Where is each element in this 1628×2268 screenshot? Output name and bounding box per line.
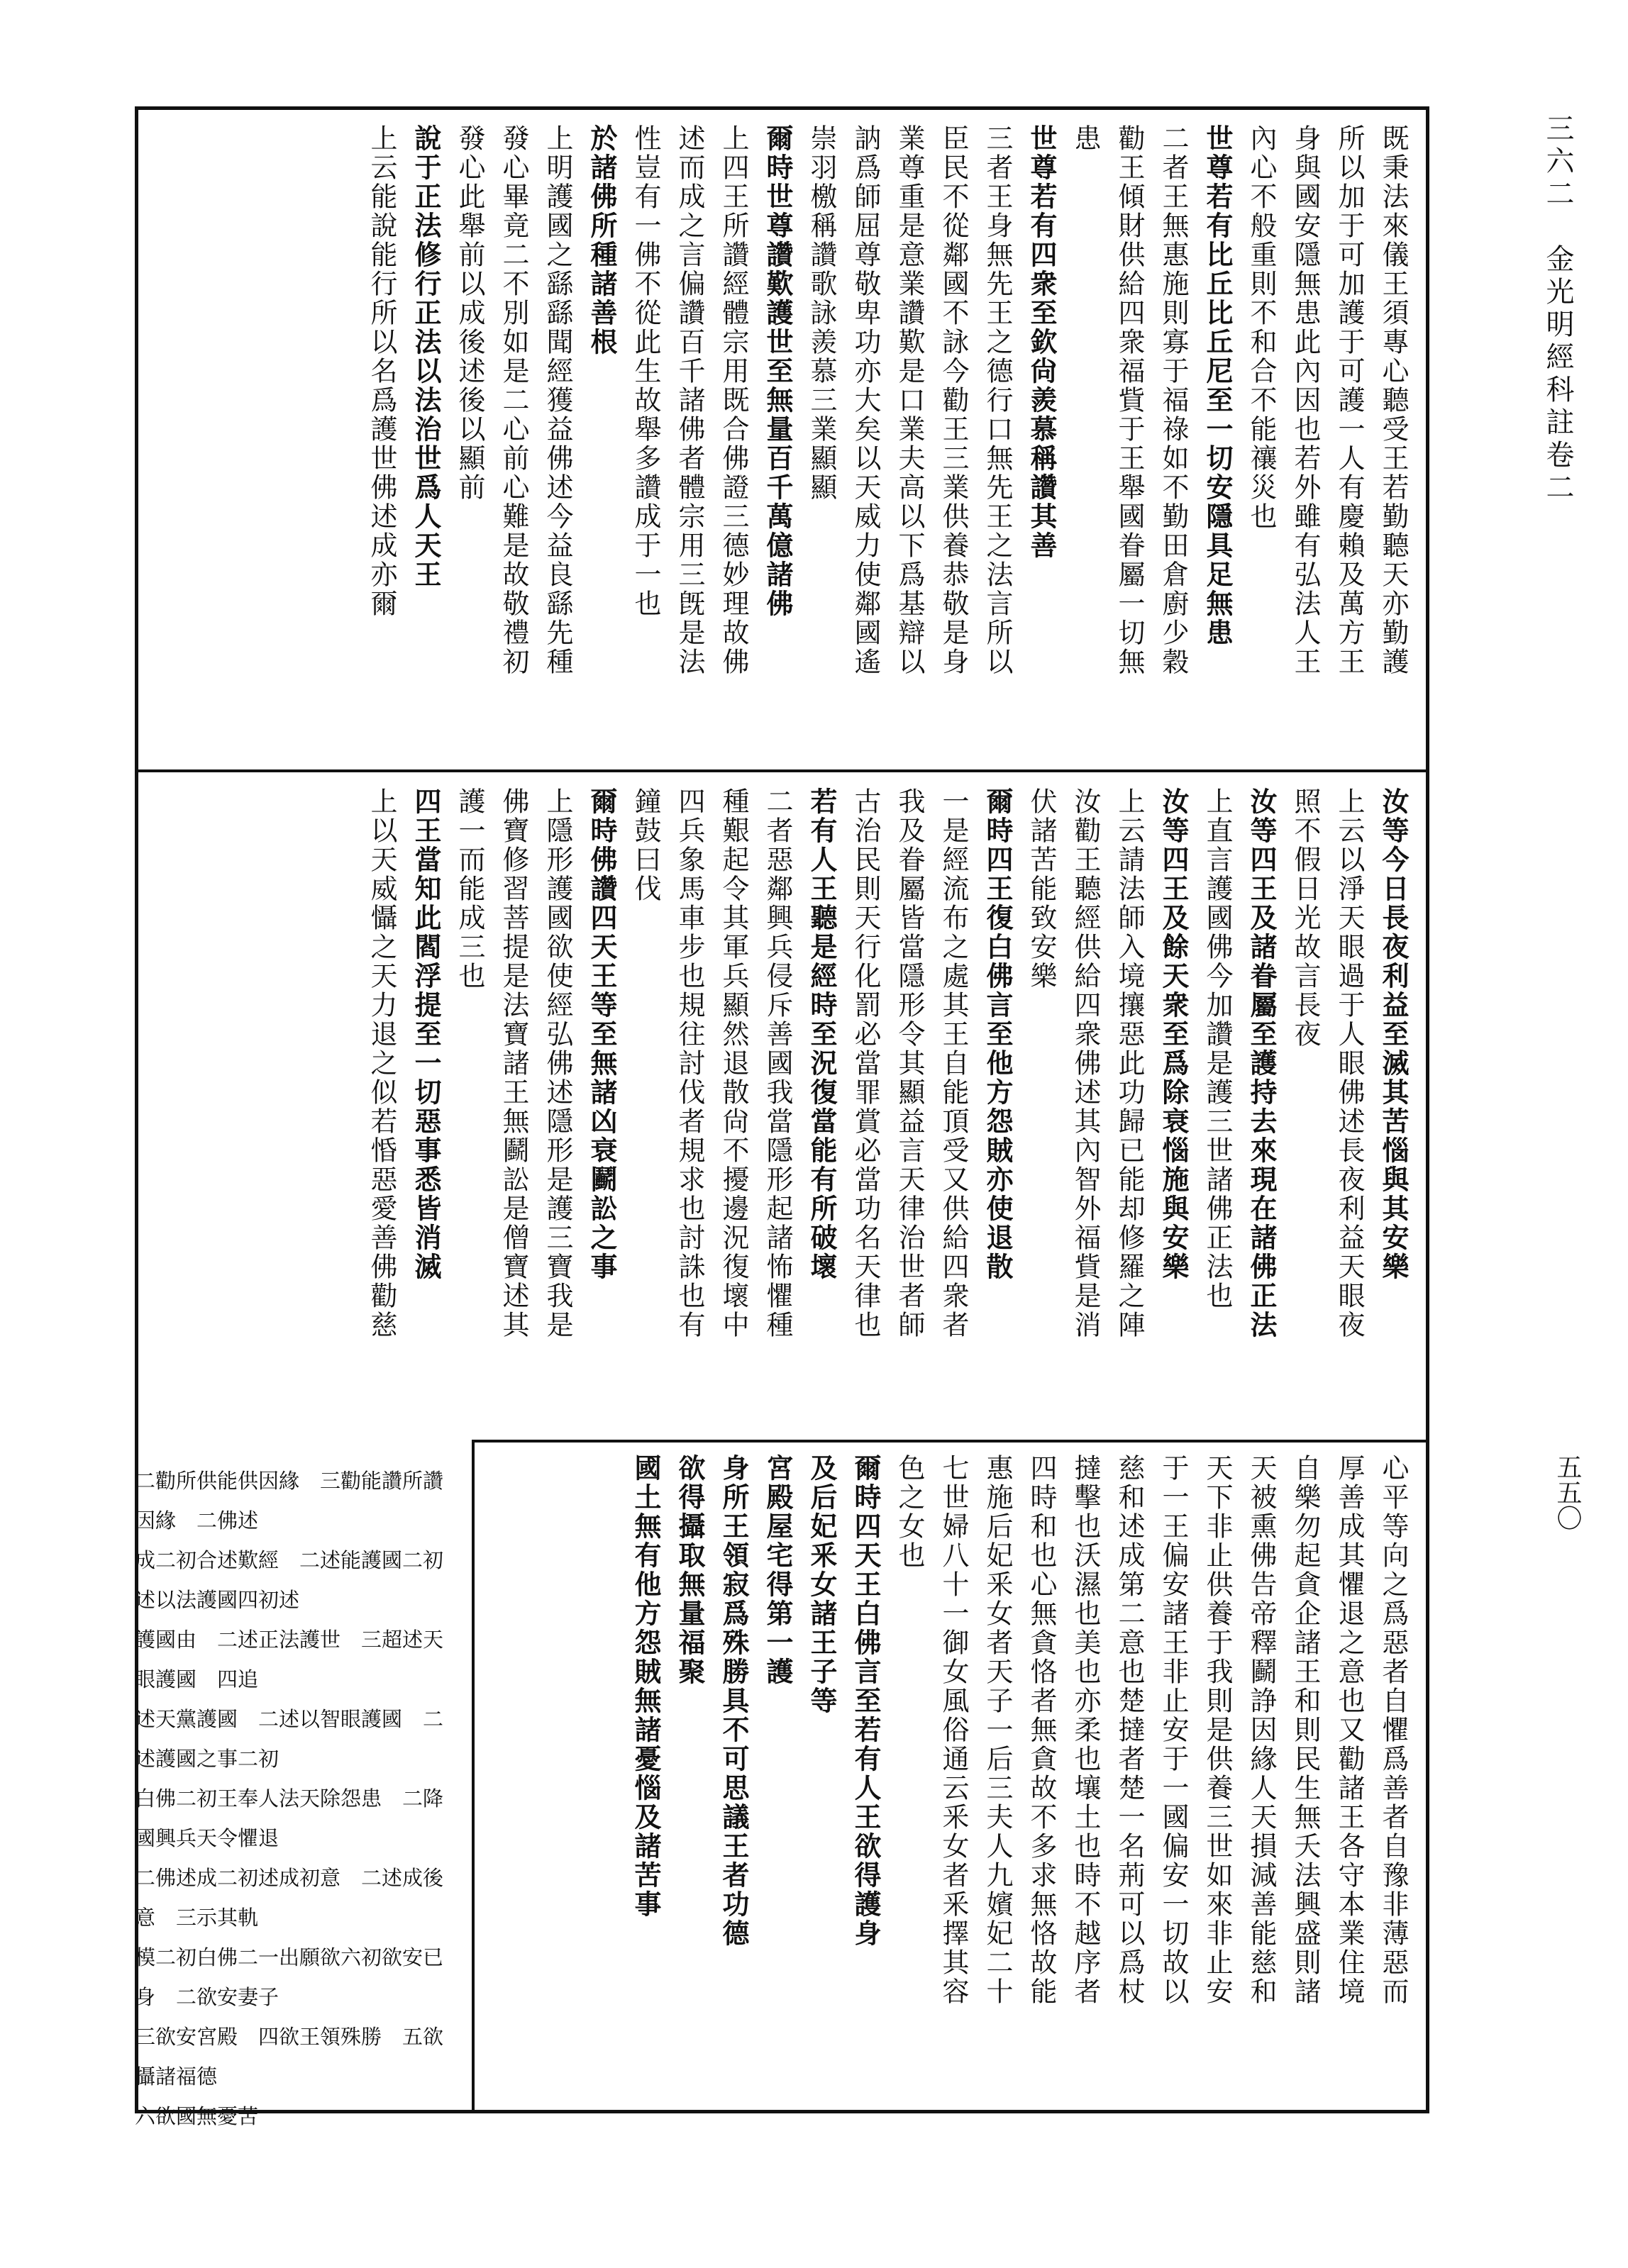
text-column: 述而成之言偏讚百千諸佛者體宗用三旣是法: [674, 124, 705, 677]
text-column: 上云以淨天眼過于人眼佛述長夜利益天眼夜: [1334, 787, 1365, 1340]
text-column: 三者王身無先王之德行口無先王之法言所以: [982, 124, 1013, 677]
text-column: 爾時佛讚四天王等至無諸凶衰鬬訟之事: [586, 787, 618, 1282]
text-column: 上云能說能行所以名爲護世佛述成亦爾: [366, 124, 397, 618]
outline-line: 白佛二初王奉人法天除怨患 二降國興兵天令懼退: [135, 1786, 444, 1850]
text-column: 種艱起令其軍兵顯然退散尙不擾邊況復壞中: [718, 787, 749, 1340]
text-column: 及后妃釆女諸王子等: [806, 1454, 838, 1716]
text-column: 崇羽檄稱讚歌詠羨慕三業顯顯: [806, 124, 837, 502]
text-column: 爾時世尊讚歎護世至無量百千萬億諸佛: [762, 124, 794, 618]
text-column: 汝等四王及諸眷屬至護持去來現在諸佛正法: [1246, 787, 1278, 1340]
text-column: 四兵象馬車步也規往討伐者規求也討誅也有: [674, 787, 705, 1340]
outline-line: 成二初合述歎經 二述能護國二初述以法護國四初述: [135, 1548, 444, 1612]
text-column: 患: [1070, 124, 1101, 153]
text-column: 世尊若有四衆至欽尙羨慕稱讚其善: [1026, 124, 1058, 560]
text-column: 護一而能成三也: [454, 787, 485, 991]
divider-upper: [135, 769, 1429, 772]
text-column: 撻擊也沃濕也美也亦柔也壤土也時不越序者: [1070, 1454, 1101, 2006]
text-column: 于一王偏安諸王非止安于一國偏安一切故以: [1158, 1454, 1189, 2006]
text-column: 宮殿屋宅得第一護: [762, 1454, 794, 1686]
text-column: 照不假日光故言長夜: [1290, 787, 1321, 1049]
outline-line: 三欲安宮殿 四欲王領殊勝 五欲攝諸福德: [135, 2025, 444, 2089]
text-column: 一是經流布之處其王自能頂受又供給四衆者: [938, 787, 969, 1340]
text-column: 爾時四天王白佛言至若有人王欲得護身: [850, 1454, 882, 1948]
text-column: 欲得攝取無量福聚: [674, 1454, 706, 1686]
outline-notes: [135, 1461, 461, 2136]
text-column: 惠施后妃釆女者天子一后三夫人九嬪妃二十: [982, 1454, 1013, 2006]
text-column: 佛寶修習菩提是法寶諸王無鬬訟是僧寶述其: [498, 787, 529, 1340]
text-column: 二者王無惠施則寡于福祿如不勤田倉廚少穀: [1158, 124, 1189, 677]
text-column: 世尊若有比丘比丘尼至一切安隱具足無患: [1202, 124, 1234, 647]
outline-line: 二佛述成二初述成初意 二述成後意 三示其軌: [135, 1866, 444, 1930]
text-column: 鐘鼓曰伐: [630, 787, 661, 904]
text-column: 於諸佛所種諸善根: [586, 124, 618, 357]
text-column: 天被熏佛告帝釋鬬諍因緣人天損減善能慈和: [1246, 1454, 1277, 2006]
running-head: 三六二 金光明經科註卷二: [1541, 113, 1574, 505]
text-column: 二者惡鄰興兵侵斥善國我當隱形起諸怖懼種: [762, 787, 793, 1340]
text-column: 七世婦八十一御女風俗通云釆女者釆擇其容: [938, 1454, 969, 2006]
text-column: 伏諸苦能致安樂: [1026, 787, 1057, 991]
lower-text-block: [624, 1454, 1415, 2099]
text-column: 汝勸王聽經供給四衆佛述其內智外福貲是消: [1070, 787, 1101, 1340]
text-column: 上以天威懾之天力退之似若惛惡愛善佛勸慈: [366, 787, 397, 1340]
text-column: 若有人王聽是經時至況復當能有所破壞: [806, 787, 838, 1282]
text-column: 所以加于可加護于可護一人有慶賴及萬方王: [1334, 124, 1365, 677]
text-column: 上云請法師入境攘惡此功歸已能却修羅之陣: [1114, 787, 1145, 1340]
text-column: 我及眷屬皆當隱形令其顯益言天律治世者師: [894, 787, 925, 1340]
text-column: 身與國安隱無患此內因也若外雖有弘法人王: [1290, 124, 1321, 677]
text-column: 身所王領寂爲殊勝具不可思議王者功德: [718, 1454, 750, 1948]
divider-notes: [472, 1440, 475, 2113]
text-column: 色之女也: [894, 1454, 925, 1570]
text-column: 上四王所讚經體宗用既合佛證三德妙理故佛: [718, 124, 749, 677]
text-column: 上明護國之繇繇聞經獲益佛述今益良繇先種: [542, 124, 573, 677]
text-column: 厚善成其懼退之意也又勸諸王各守本業住境: [1334, 1454, 1365, 2006]
text-column: 上隱形護國欲使經弘佛述隱形是護三寶我是: [542, 787, 573, 1340]
text-column: 既秉法來儀王須專心聽受王若勤聽天亦勤護: [1378, 124, 1409, 677]
text-column: 慈和述成第二意也楚撻者楚一名荊可以爲杖: [1114, 1454, 1145, 2006]
text-column: 臣民不從鄰國不詠今勸王三業供養恭敬是身: [938, 124, 969, 677]
text-column: 內心不般重則不和合不能禳災也: [1246, 124, 1277, 531]
divider-lower: [472, 1440, 1429, 1442]
outline-line: 六欲國無憂苦: [135, 2104, 259, 2128]
text-column: 勸王傾財供給四衆福貲于王舉國眷屬一切無: [1114, 124, 1145, 677]
text-column: 自樂勿起貪企諸王和則民生無夭法興盛則諸: [1290, 1454, 1321, 2006]
text-column: 四時和也心無貪恪者無貪故不多求無恪故能: [1026, 1454, 1057, 2006]
text-column: 心平等向之爲惡者自懼爲善者自豫非薄惡而: [1378, 1454, 1409, 2006]
outline-line: 二勸所供能供因緣 三勸能讚所讚因緣 二佛述: [135, 1469, 444, 1533]
text-column: 天下非止供養于我則是供養三世如來非止安: [1202, 1454, 1233, 2006]
text-column: 訥爲師屈尊敬卑功亦大矣以天威力使鄰國遙: [850, 124, 881, 677]
text-column: 性豈有一佛不從此生故舉多讚成于一也: [630, 124, 661, 618]
text-column: 說于正法修行正法以法治世爲人天王: [410, 124, 442, 589]
middle-text-block: [360, 787, 1415, 1425]
text-column: 發心此舉前以成後述後以顯前: [454, 124, 485, 502]
page-number: 五五〇: [1553, 1454, 1582, 1530]
upper-text-block: [360, 124, 1415, 755]
text-column: 業尊重是意業讚歎是口業夫高以下爲基辯以: [894, 124, 925, 677]
text-column: 四王當知此閻浮提至一切惡事悉皆消滅: [410, 787, 442, 1282]
text-column: 汝等今日長夜利益至滅其苦惱與其安樂: [1378, 787, 1410, 1282]
text-column: 古治民則天行化罰必當罪賞必當功名天律也: [850, 787, 881, 1340]
text-column: 發心畢竟二不別如是二心前心難是故敬禮初: [498, 124, 529, 677]
text-column: 國土無有他方怨賊無諸憂惱及諸苦事: [630, 1454, 662, 1919]
text-column: 爾時四王復白佛言至他方怨賊亦使退散: [982, 787, 1014, 1282]
text-column: 上直言護國佛今加讚是護三世諸佛正法也: [1202, 787, 1233, 1311]
text-column: 汝等四王及餘天衆至爲除衰惱施與安樂: [1158, 787, 1190, 1282]
outline-line: 述天黨護國 二述以智眼護國 二述護國之事二初: [135, 1707, 444, 1771]
outline-line: 模二初白佛二一出願欲六初欲安已身 二欲安妻子: [135, 1945, 444, 2009]
outline-line: 護國由 二述正法護世 三超述天眼護國 四追: [135, 1628, 444, 1691]
